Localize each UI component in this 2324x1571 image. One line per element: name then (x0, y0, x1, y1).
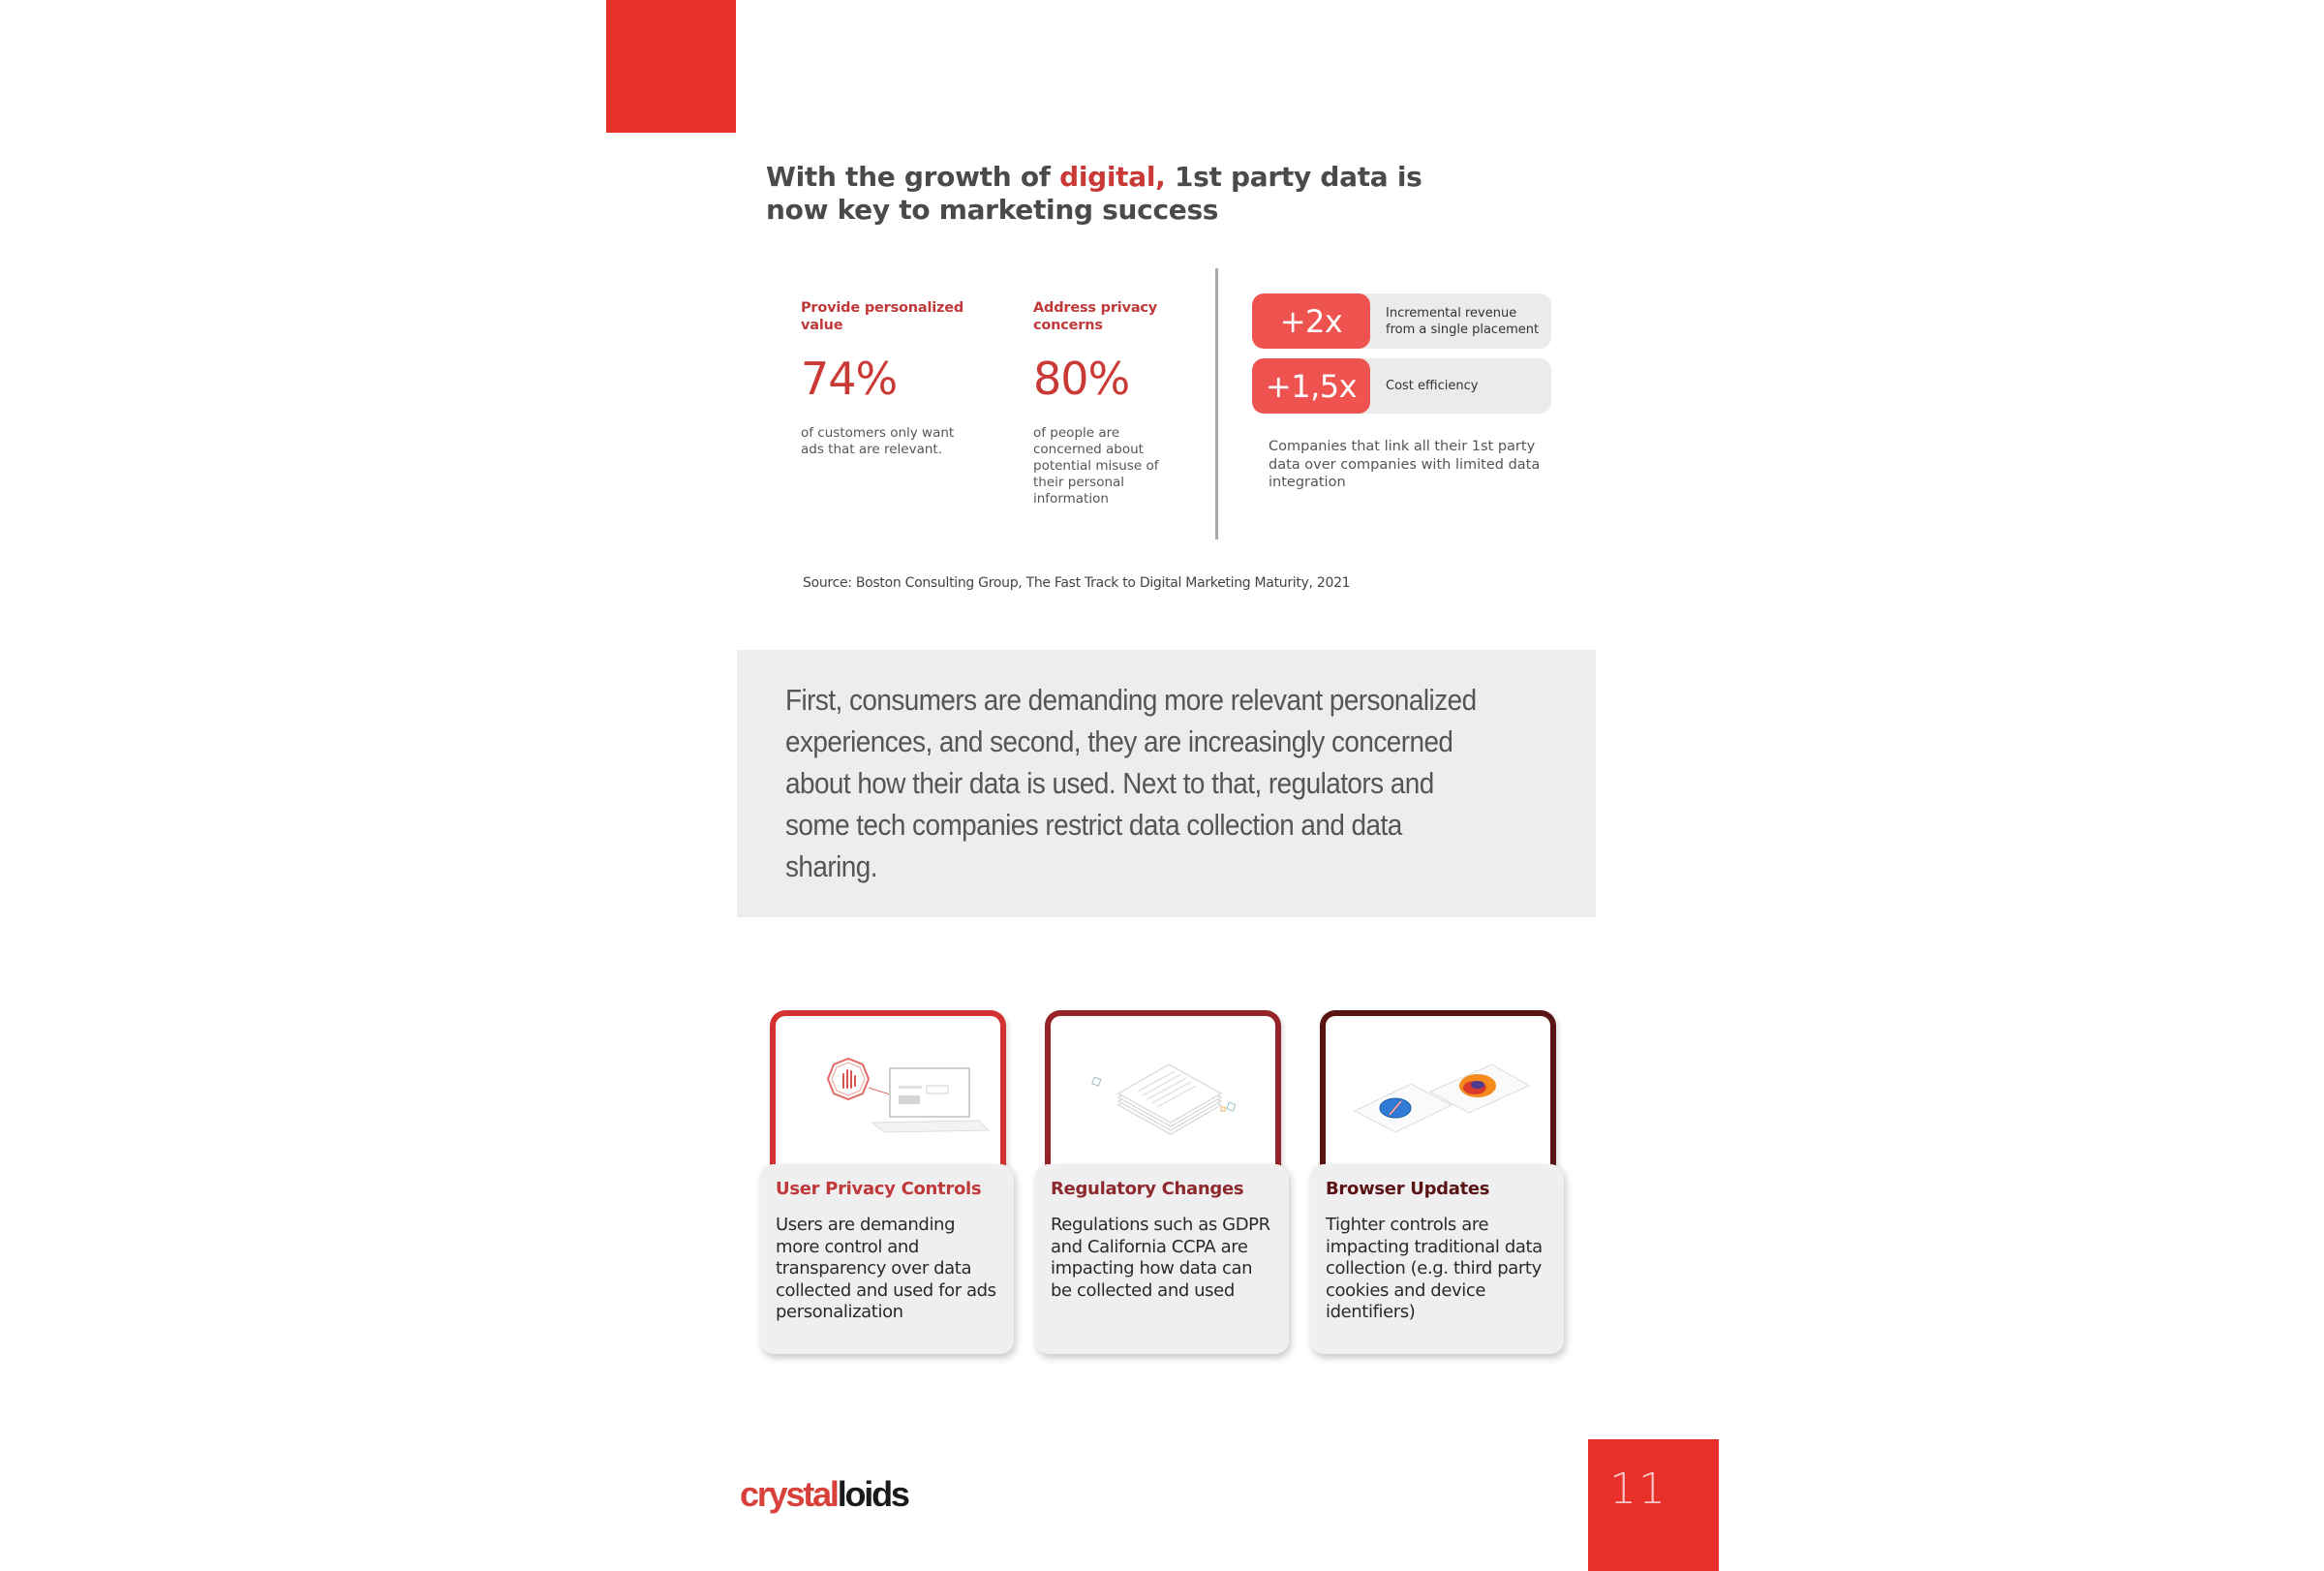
card-title: Regulatory Changes (1051, 1179, 1244, 1199)
pill-value: +2x (1252, 293, 1370, 349)
card-image-frame (1320, 1010, 1556, 1180)
stat-privacy-concerns (1033, 299, 1227, 508)
headline-text-end: 1st party data is now key to marketing success (766, 161, 1422, 226)
stat-personalized-value (801, 299, 994, 458)
headline-text-start: With the growth of (766, 161, 1060, 193)
card-image-frame (1045, 1010, 1281, 1180)
logo-part-loids: loids (837, 1474, 908, 1514)
card-image-frame (770, 1010, 1006, 1180)
card-title: Browser Updates (1326, 1179, 1490, 1199)
stat-description: of people are concerned about potential misuse of their personal information (1033, 425, 1159, 507)
card-body: Users are demanding more control and transparency over data collected and used for ads personalization (776, 1215, 996, 1322)
stat-label: Provide personalized value (801, 300, 964, 333)
browser-windows-icon (1326, 1016, 1550, 1180)
logo-part-crystal: crystal (740, 1474, 838, 1514)
quote-box (737, 650, 1596, 917)
card-body: Tighter controls are impacting traditional data collection (e.g. third party cookies and device identifiers) (1326, 1215, 1543, 1322)
pill-text: Cost efficiency (1386, 379, 1479, 393)
pill-text: Incremental revenue from a single placement (1386, 305, 1540, 337)
card-browser-updates (1310, 1010, 1564, 1354)
page-headline (766, 161, 1444, 227)
pill-value: +1,5x (1252, 358, 1370, 414)
card-user-privacy-controls (760, 1010, 1014, 1354)
quote-text: First, consumers are demanding more relevant personalized experiences, and second, they are increasingly concerned about how their data is used. Next to that, regulators and some tech companies restrict data collection and data sharing. (785, 683, 1477, 883)
stat-description: of customers only want ads that are relevant. (801, 425, 955, 457)
headline-accent: digital, (1059, 161, 1166, 193)
card-regulatory-changes (1035, 1010, 1289, 1354)
card-text-panel (1310, 1164, 1564, 1354)
card-text-panel (1035, 1164, 1289, 1354)
stat-value: 74% (801, 353, 898, 405)
pill-footnote: Companies that link all their 1st party data over companies with limited data integration (1269, 439, 1541, 490)
vertical-divider (1215, 268, 1218, 539)
stat-label: Address privacy concerns (1033, 300, 1158, 333)
metric-pill-revenue (1252, 293, 1551, 349)
card-body: Regulations such as GDPR and California CCPA are impacting how data can be collected and used (1051, 1215, 1270, 1301)
document-stack-icon (1051, 1016, 1275, 1180)
crystalloids-logo (740, 1474, 908, 1515)
source-citation: Source: Boston Consulting Group, The Fast Track to Digital Marketing Maturity, 2021 (803, 575, 1351, 591)
stop-hand-laptop-icon (776, 1016, 1000, 1180)
page-number: 11 (1609, 1464, 1667, 1514)
card-text-panel (760, 1164, 1014, 1354)
stat-value: 80% (1033, 353, 1130, 405)
corner-accent-block (606, 0, 736, 133)
metric-pill-cost (1252, 358, 1551, 414)
card-title: User Privacy Controls (776, 1179, 982, 1199)
page-number-block (1588, 1439, 1719, 1571)
